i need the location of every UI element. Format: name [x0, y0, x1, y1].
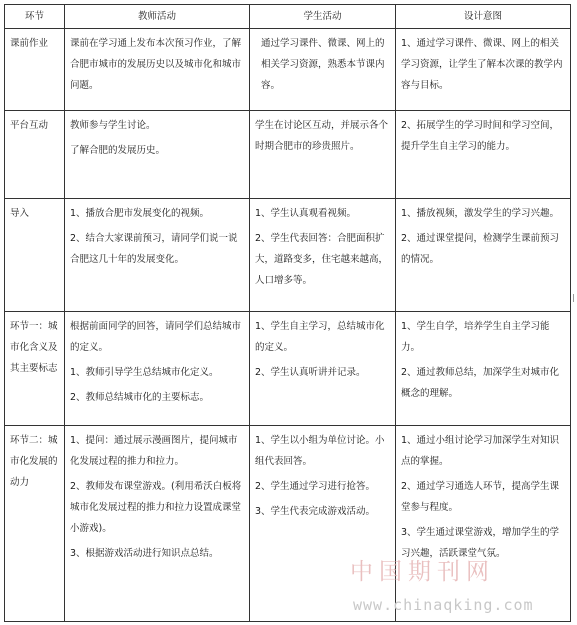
teacher-cell — [65, 312, 250, 426]
table-row — [5, 111, 571, 199]
design-intent: 1、通过小组讨论学习加深学生对知识点的掌握。 — [401, 435, 560, 467]
design-intent: 1、播放视频，激发学生的学习兴趣。 — [401, 208, 560, 219]
teacher-cell — [65, 29, 250, 111]
student-activity: 学生在讨论区互动，并展示各个时期合肥市的珍贵照片。 — [255, 120, 389, 152]
intent-cell — [396, 312, 571, 426]
student-cell — [250, 29, 396, 111]
design-intent: 2、拓展学生的学习时间和学习空间，提升学生自主学习的能力。 — [401, 120, 560, 152]
student-activity: 2、学生通过学习进行抢答。 — [255, 481, 376, 492]
student-activity: 3、学生代表完成游戏活动。 — [255, 506, 376, 517]
intent-cell — [396, 426, 571, 622]
teacher-activity: 根据前面同学的回答，请同学们总结城市的定义。 — [70, 321, 242, 353]
header-student: 学生活动 — [250, 5, 396, 29]
lesson-plan-table — [4, 4, 571, 622]
student-cell — [250, 111, 396, 199]
teacher-activity: 2、教师总结城市化的主要标志。 — [70, 392, 210, 403]
watermark-url: www.chinaqking.com — [353, 596, 534, 614]
header-intent: 设计意图 — [396, 5, 571, 29]
design-intent: 2、通过课堂提问，检测学生课前预习的情况。 — [401, 233, 560, 265]
student-cell — [250, 312, 396, 426]
table-row — [5, 29, 571, 111]
intent-cell — [396, 29, 571, 111]
design-intent: 2、通过学习通选人环节，提高学生课堂参与程度。 — [401, 481, 560, 513]
student-activity: 2、学生代表回答：合肥面积扩大，道路变多，住宅越来越高，人口增多等。 — [255, 233, 389, 286]
teacher-cell — [65, 199, 250, 312]
teacher-activity: 1、提问：通过展示漫画图片，提问城市化发展过程的推力和拉力。 — [70, 435, 238, 467]
student-activity: 1、学生自主学习，总结城市化的定义。 — [255, 321, 385, 353]
intent-cell — [396, 111, 571, 199]
margin-tick — [573, 294, 574, 302]
header-stage: 环节 — [5, 5, 65, 29]
intent-cell — [396, 199, 571, 312]
teacher-activity: 3、根据游戏活动进行知识点总结。 — [70, 548, 219, 559]
table-row — [5, 312, 571, 426]
student-activity: 2、学生认真听讲并记录。 — [255, 367, 366, 378]
teacher-activity: 了解合肥的发展历史。 — [70, 145, 166, 156]
student-activity: 1、学生以小组为单位讨论。小组代表回答。 — [255, 435, 385, 467]
table-row — [5, 199, 571, 312]
design-intent: 3、学生通过课堂游戏，增加学生的学习兴趣，活跃课堂气氛。 — [401, 527, 560, 559]
stage-cell: 环节二：城市化发展的动力 — [5, 426, 65, 622]
student-activity: 1、学生认真观看视频。 — [255, 208, 357, 219]
student-cell — [250, 199, 396, 312]
student-cell — [250, 426, 396, 622]
teacher-activity: 课前在学习通上发布本次预习作业，了解合肥市城市的发展历史以及城市化和城市问题。 — [70, 38, 242, 91]
teacher-activity: 2、结合大家课前预习，请同学们说一说合肥这几十年的发展变化。 — [70, 233, 238, 265]
design-intent: 1、学生自学，培养学生自主学习能力。 — [401, 321, 550, 353]
stage-cell: 环节一：城市化含义及其主要标志 — [5, 312, 65, 426]
teacher-activity: 2、教师发布课堂游戏。(利用希沃白板将城市化发展过程的推力和拉力设置成课堂小游戏)。 — [70, 481, 242, 534]
teacher-cell — [65, 426, 250, 622]
header-row — [5, 5, 571, 29]
header-teacher: 教师活动 — [65, 5, 250, 29]
teacher-cell — [65, 111, 250, 199]
teacher-activity: 教师参与学生讨论。 — [70, 120, 156, 131]
stage-cell: 课前作业 — [5, 29, 65, 111]
teacher-activity: 1、播放合肥市发展变化的视频。 — [70, 208, 210, 219]
teacher-activity: 1、教师引导学生总结城市化定义。 — [70, 367, 219, 378]
watermark-site-name: 中国期刊网 — [350, 559, 495, 585]
design-intent: 2、通过教师总结，加深学生对城市化概念的理解。 — [401, 367, 560, 399]
table-row — [5, 426, 571, 622]
stage-cell: 导入 — [5, 199, 65, 312]
student-activity: 通过学习课件、微课、网上的相关学习资源，熟悉本节课内容。 — [261, 38, 385, 91]
design-intent: 1、通过学习课件、微课、网上的相关学习资源，让学生了解本次课的教学内容与目标。 — [401, 38, 563, 91]
stage-cell: 平台互动 — [5, 111, 65, 199]
